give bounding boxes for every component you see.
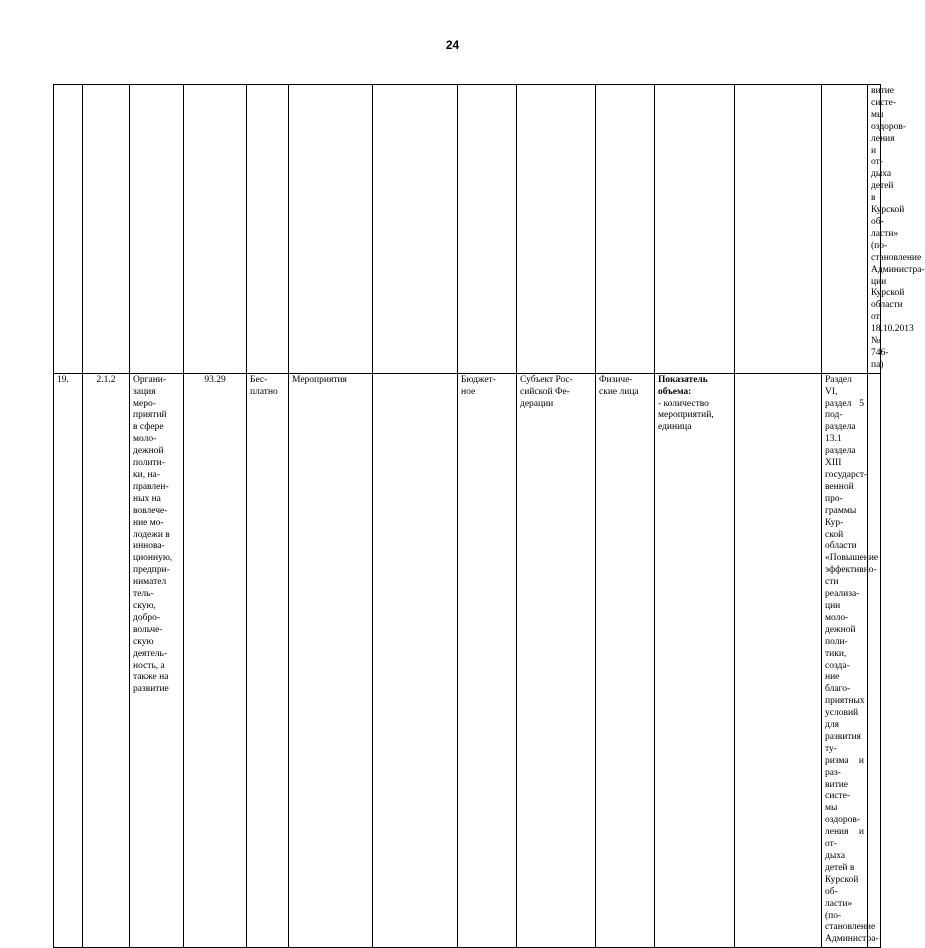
text-line: Бюджет- [461, 374, 496, 385]
text-line: Курской об- [825, 874, 859, 897]
cell-empty [735, 85, 822, 374]
cell-empty [517, 85, 596, 374]
cell-empty [868, 373, 881, 948]
cell-code: 2.1.2 [83, 373, 130, 948]
text-line: раздела XIII [825, 446, 856, 469]
cell-empty [54, 85, 83, 374]
text-line: тики, созда- [825, 648, 850, 671]
text-line: ления и от- [871, 133, 895, 168]
text-line: витие систе- [825, 779, 851, 802]
text-line: ские лица [599, 386, 639, 397]
text-line: правлен- [133, 481, 169, 492]
text-line: условий для [825, 708, 859, 731]
cell-empty [458, 85, 517, 374]
text-line: раздел 5 под- [825, 398, 864, 421]
text-line: ных на [133, 493, 161, 504]
cell-empty [655, 85, 735, 374]
text-line: ции моло- [825, 600, 849, 623]
text-line: Администра- [825, 934, 879, 945]
text-line: Администра- [871, 264, 925, 275]
text-line: Бес- [250, 374, 268, 385]
text-line: тель- [133, 589, 154, 600]
text-line: меро- [133, 398, 156, 409]
text-line: вовлече- [133, 505, 168, 516]
text-line: полити- [133, 458, 165, 469]
table-row [54, 373, 881, 948]
text-line: Курской об- [871, 205, 905, 227]
text-line: Раздел VI, [825, 374, 852, 397]
text-line: ционную, [133, 553, 173, 564]
cell-empty [83, 85, 130, 374]
text-line: платно [250, 386, 278, 397]
cell-institution-type [458, 373, 517, 948]
cell-row-number: 19. [54, 373, 83, 948]
text-line: ное [461, 386, 476, 397]
cell-empty [373, 373, 458, 948]
text-line: сийской Фе- [520, 386, 570, 397]
cell-empty [247, 85, 289, 374]
cell-empty [735, 373, 822, 948]
cell-empty [130, 85, 184, 374]
text-line: мы оздоров- [825, 803, 861, 826]
cell-empty [596, 85, 655, 374]
text-line: венной про- [825, 481, 854, 504]
text-line: дежной поли- [825, 624, 856, 647]
text-line: деятель- [133, 648, 168, 659]
cell-empty [822, 85, 868, 374]
cell-service-name [130, 373, 184, 948]
services-table [53, 84, 925, 948]
table-row-continuation [54, 85, 881, 374]
text-line: зация [133, 386, 156, 397]
text-line: мероприятий, [658, 410, 714, 421]
text-line: области от [871, 300, 903, 323]
text-line: Физиче- [599, 374, 633, 385]
cell-subject [517, 373, 596, 948]
text-line: Показатель [658, 374, 708, 385]
text-line: объема: [658, 386, 692, 397]
text-line: вольче- [133, 624, 163, 635]
text-line: государст- [825, 470, 868, 480]
cell-basis-continued [868, 85, 925, 374]
text-line: развитие [133, 684, 169, 695]
text-line: ризма и раз- [825, 755, 864, 778]
cell-empty [289, 85, 373, 374]
text-line: - количество [658, 398, 709, 409]
cell-okved: 93.29 [184, 373, 247, 948]
text-line: лодежи в [133, 529, 170, 540]
text-line: Субъект Рос- [520, 374, 573, 385]
text-line: граммы Кур- [825, 505, 857, 528]
text-line: «Повышение [825, 553, 879, 564]
text-line: ность, а [133, 660, 165, 671]
text-line: единица [658, 422, 692, 433]
cell-empty [184, 85, 247, 374]
text-line: в сфере [133, 422, 164, 433]
text-line: ления и от- [825, 827, 864, 850]
text-line: предпри- [133, 565, 170, 576]
text-line: приятных [825, 696, 865, 707]
cell-empty [373, 85, 458, 374]
text-line: сти реализа- [825, 577, 860, 600]
text-line: нимател [133, 577, 167, 588]
text-line: становление [871, 252, 922, 263]
text-line: развития ту- [825, 731, 861, 754]
text-line: раздела 13.1 [825, 422, 856, 445]
text-line: ской области [825, 529, 857, 552]
text-line: иннова- [133, 541, 165, 552]
text-line: витие систе- [871, 86, 897, 108]
text-line: моло- [133, 434, 157, 445]
text-line: приятий [133, 410, 167, 421]
cell-indicator [655, 373, 735, 948]
text-line: скую [133, 636, 154, 647]
text-line: ласти» (по- [871, 228, 899, 251]
text-line: скую, [133, 600, 156, 611]
cell-consumers [596, 373, 655, 948]
text-line: становление [825, 922, 876, 933]
text-line: Органи- [133, 374, 167, 385]
text-line: добро- [133, 612, 161, 623]
text-line: 18.10.2013 № [871, 324, 914, 347]
text-line: дыха детей в [825, 851, 855, 873]
text-line: эффективно- [825, 565, 877, 576]
text-line: дерации [520, 398, 554, 409]
text-line: дежной [133, 446, 164, 457]
page-number: 24 [445, 38, 460, 52]
text-line: мы оздоров- [871, 109, 907, 132]
text-line: ние благо- [825, 672, 851, 695]
cell-legal-basis [822, 373, 879, 948]
text-line: 746-па) [871, 347, 889, 370]
cell-payment [247, 373, 289, 948]
text-line: также на [133, 672, 169, 683]
text-line: ние мо- [133, 517, 164, 528]
text-line: ласти» (по- [825, 898, 853, 921]
indicator-text [658, 399, 731, 435]
text-line: ции Курской [871, 276, 905, 299]
text-line: ки, на- [133, 470, 160, 480]
text-line: дыха детей в [871, 169, 894, 204]
indicator-title [658, 375, 731, 399]
cell-type: Мероприятия [289, 373, 373, 948]
